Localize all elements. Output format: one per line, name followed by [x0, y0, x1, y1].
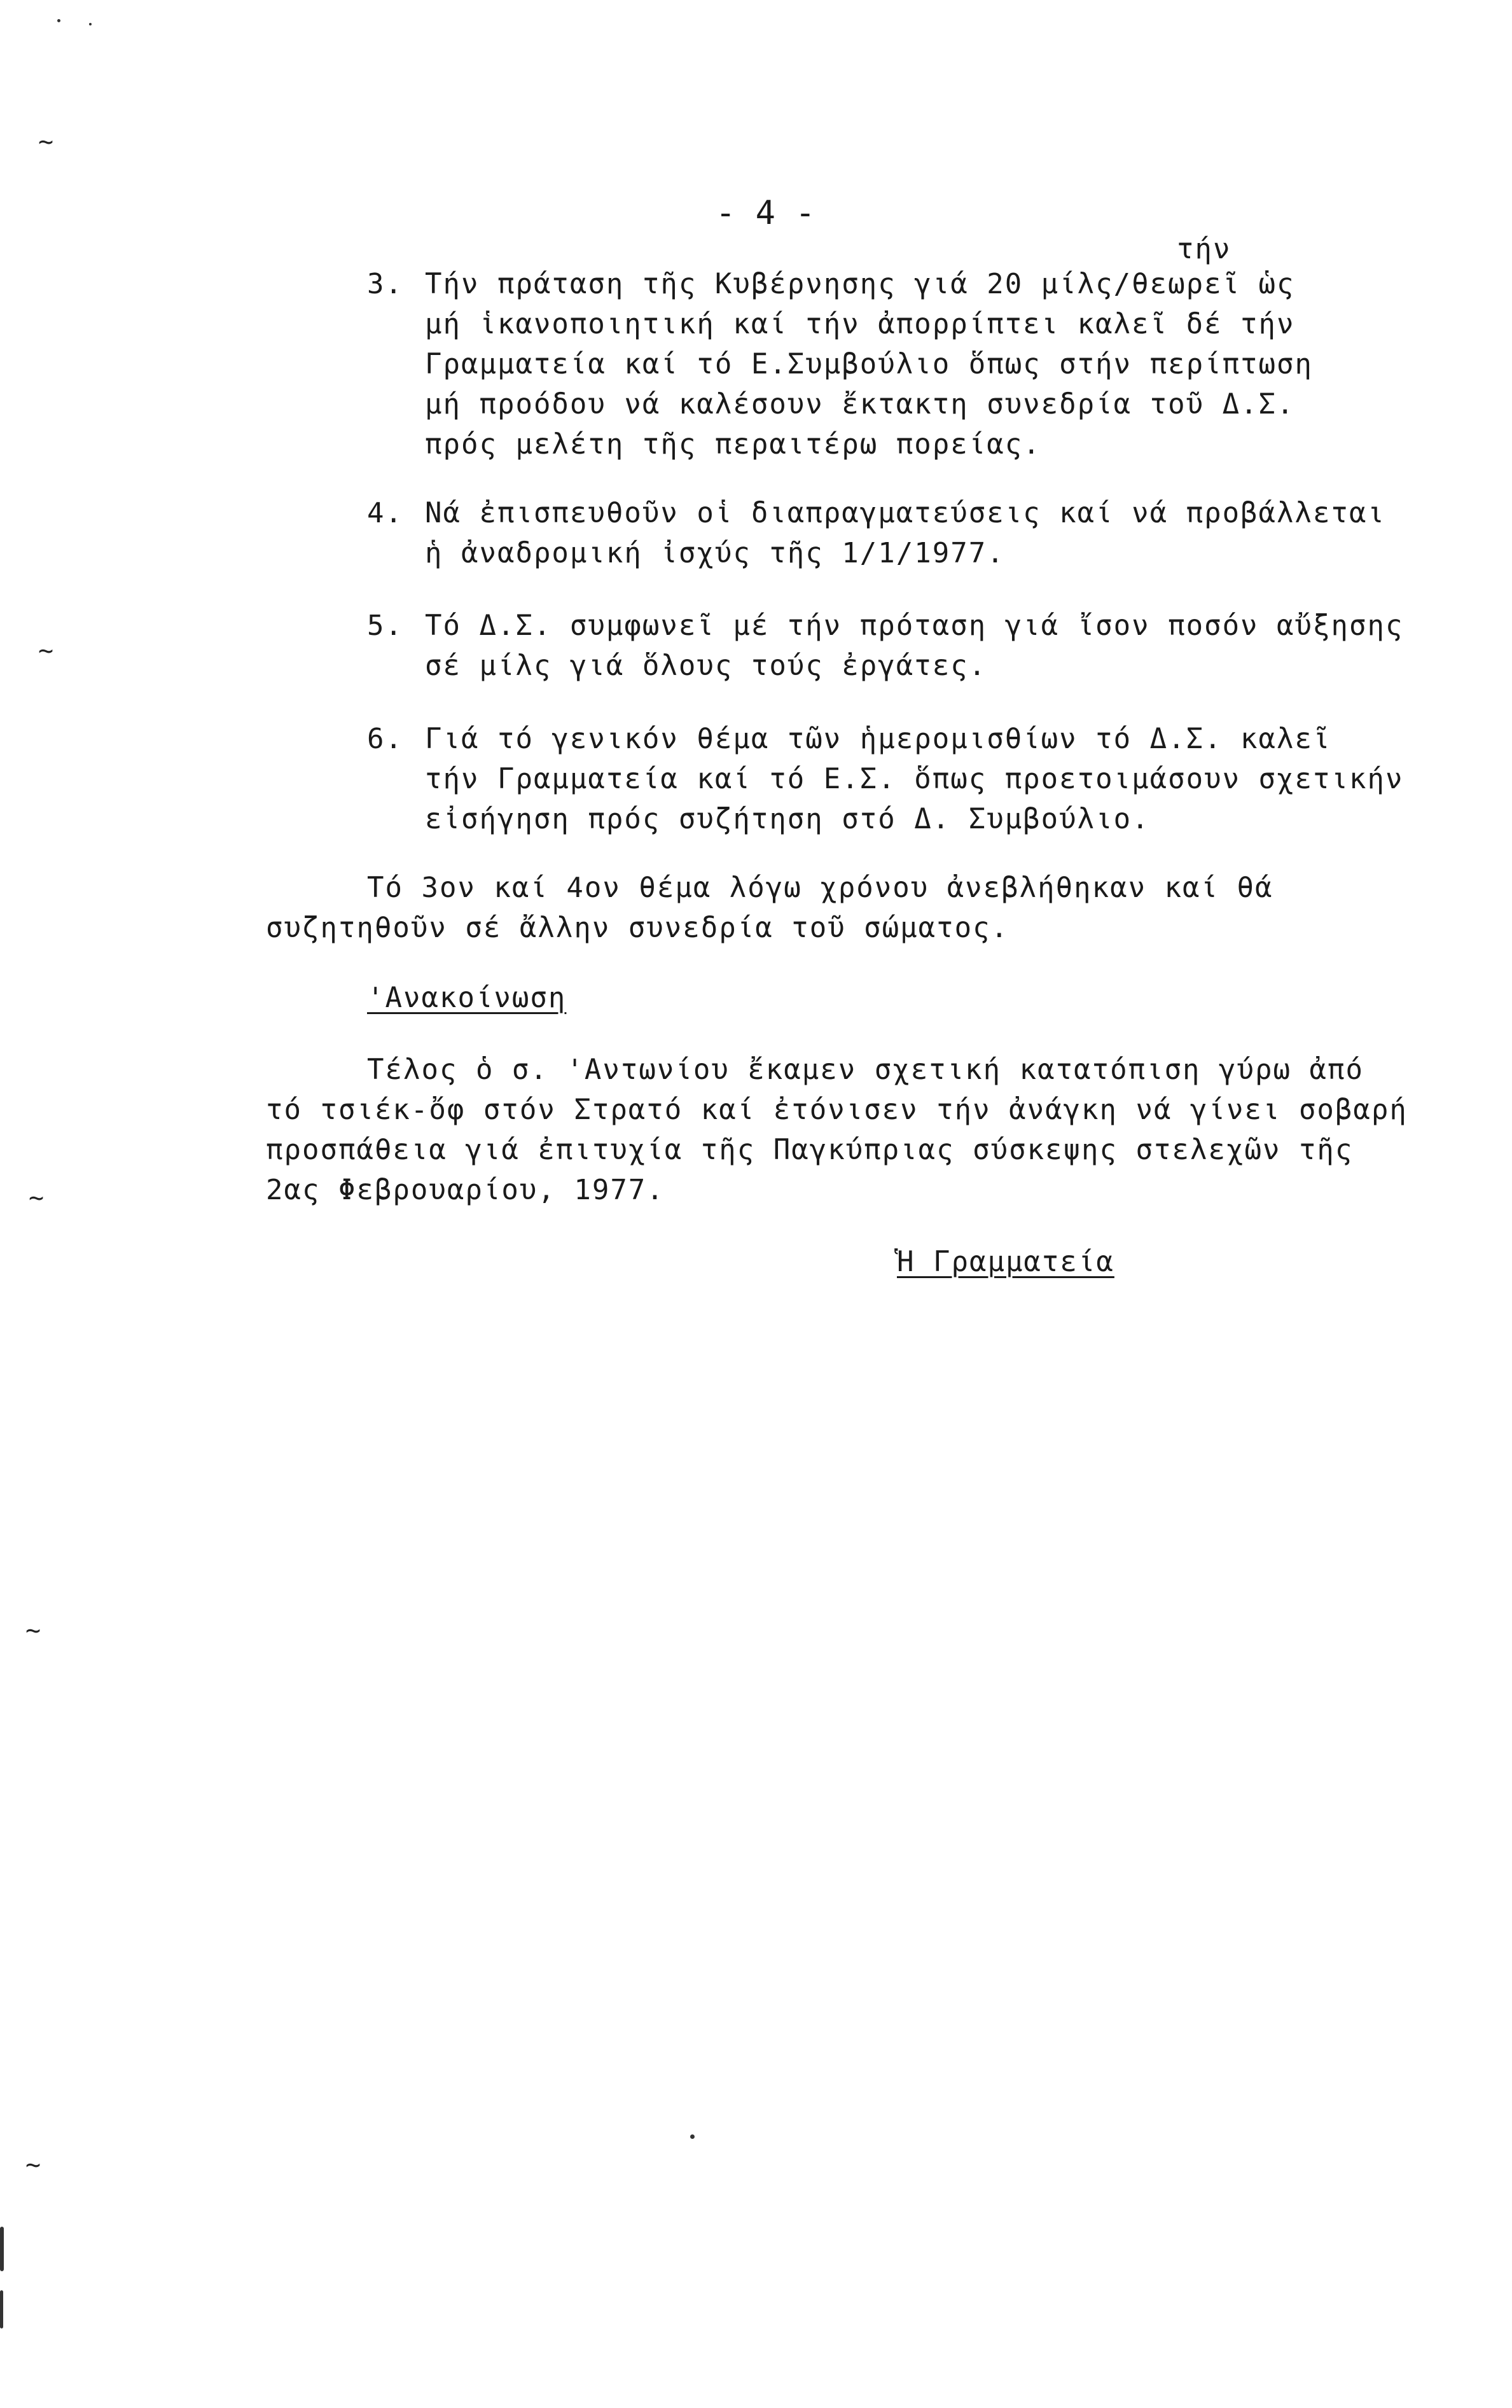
deferred-line-1: Τό 3ον καί 4ον θέμα λόγω χρόνου ἀνεβλήθηκαν καί θά	[367, 872, 1273, 904]
item-4-line-2: ἡ ἀναδρομική ἰσχύς τῆς 1/1/1977.	[425, 537, 1005, 569]
scan-edge-mark	[0, 2290, 3, 2328]
item-6-line-2: τήν Γραμματεία καί τό Ε.Σ. ὅπως προετοιμάσουν σχετικήν	[425, 763, 1404, 795]
item-3-line-3: Γραμματεία καί τό Ε.Συμβούλιο ὅπως στήν περίπτωση	[425, 348, 1314, 380]
item-3-line-4: μή προόδου νά καλέσουν ἔκτακτη συνεδρία τοῦ Δ.Σ.	[425, 388, 1295, 421]
item-4-number: 4.	[367, 497, 403, 529]
scan-edge-mark	[0, 2227, 4, 2271]
item-6-line-1: Γιά τό γενικόν θέμα τῶν ἡμερομισθίων τό Δ.Σ. καλεῖ	[425, 723, 1331, 755]
announcement-heading: 'Ανακοίνωση	[367, 982, 567, 1014]
item-5-line-2: σέ μίλς γιά ὅλους τούς ἐργάτες.	[425, 650, 987, 682]
page-number: - 4 -	[716, 194, 815, 232]
item-6-line-3: εἰσήγηση πρός συζήτηση στό Δ. Συμβούλιο.	[425, 803, 1150, 835]
scan-dot	[57, 19, 60, 22]
item-5-number: 5.	[367, 609, 403, 642]
announcement-line-4: 2ας Φεβρουαρίου, 1977.	[266, 1174, 665, 1206]
item-3-line-2: μή ἱκανοποιητική καί τήν ἀπορρίπτει καλεῖ δέ τήν	[425, 308, 1295, 340]
scan-dot	[89, 23, 92, 25]
scan-mark: ~	[25, 2150, 41, 2180]
scan-dot	[690, 2134, 695, 2139]
item-3-insert: τήν	[1177, 233, 1231, 265]
scan-mark: ~	[25, 1616, 41, 1645]
announcement-line-1: Τέλος ὁ σ. 'Αντωνίου ἔκαμεν σχετική κατατόπιση γύρω ἀπό	[367, 1054, 1364, 1086]
item-6-number: 6.	[367, 723, 403, 755]
scan-mark: ~	[38, 127, 54, 157]
announcement-line-3: προσπάθεια γιά ἐπιτυχία τῆς Παγκύπριας σύσκεψης στελεχῶν τῆς	[266, 1134, 1354, 1166]
announcement-line-2: τό τσιέκ-ὄφ στόν Στρατό καί ἐτόνισεν τήν ἀνάγκη νά γίνει σοβαρή	[266, 1094, 1408, 1126]
item-3-number: 3.	[367, 268, 403, 300]
item-3-line-5: πρός μελέτη τῆς περαιτέρω πορείας.	[425, 428, 1041, 461]
item-3-line-1: Τήν πράταση τῆς Κυβέρνησης γιά 20 μίλς/θεωρεῖ ὡς	[425, 268, 1295, 300]
item-5-line-1: Τό Δ.Σ. συμφωνεῖ μέ τήν πρόταση γιά ἴσον ποσόν αὔξησης	[425, 609, 1404, 642]
deferred-line-2: συζητηθοῦν σέ ἄλλην συνεδρία τοῦ σώματος.	[266, 912, 1009, 944]
scan-mark: ~	[38, 636, 54, 665]
scan-mark: ~	[29, 1183, 45, 1213]
item-4-line-1: Νά ἐπισπευθοῦν οἱ διαπραγματεύσεις καί νά προβάλλεται	[425, 497, 1385, 529]
signature: Ἡ Γραμματεία	[897, 1246, 1114, 1278]
